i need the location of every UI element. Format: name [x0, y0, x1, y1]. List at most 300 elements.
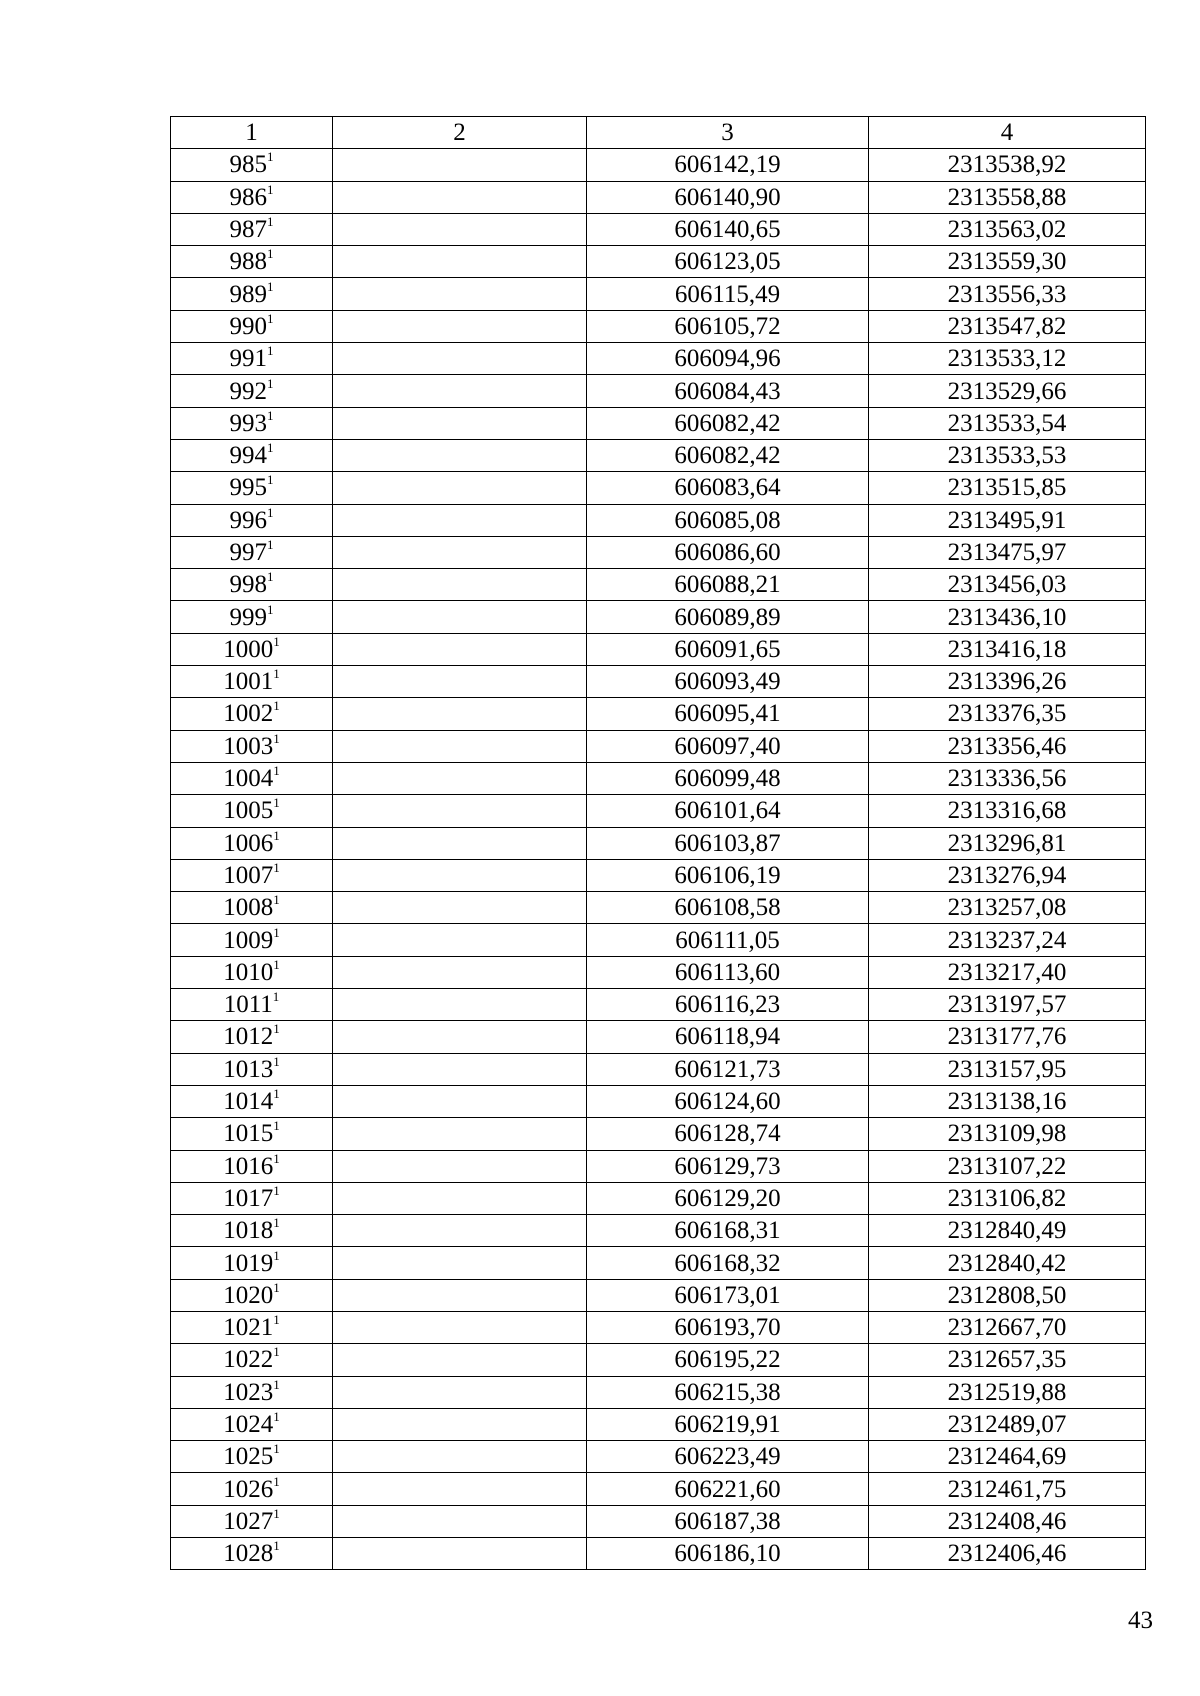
point-number-cell — [171, 1441, 333, 1473]
y-coordinate-cell: 2312408,46 — [869, 1505, 1146, 1537]
y-coordinate-cell: 2313558,88 — [869, 181, 1146, 213]
empty-cell — [333, 1538, 587, 1570]
y-coordinate-cell: 2313107,22 — [869, 1150, 1146, 1182]
point-number: 1013 — [223, 1055, 274, 1083]
point-number-cell — [171, 859, 333, 891]
y-coordinate-cell: 2312840,42 — [869, 1247, 1146, 1279]
y-coordinate-cell: 2312406,46 — [869, 1538, 1146, 1570]
point-number: 1024 — [223, 1411, 274, 1439]
point-number-cell — [171, 730, 333, 762]
table-row — [171, 1053, 1146, 1085]
column-header-4: 4 — [869, 117, 1146, 149]
x-coordinate-cell: 606128,74 — [587, 1118, 869, 1150]
y-coordinate-cell: 2313336,56 — [869, 762, 1146, 794]
point-number-cell — [171, 1118, 333, 1150]
point-number-superscript: 1 — [273, 1538, 280, 1554]
point-number-cell — [171, 827, 333, 859]
column-header-1: 1 — [171, 117, 333, 149]
y-coordinate-cell: 2313533,54 — [869, 407, 1146, 439]
table-row — [171, 1182, 1146, 1214]
point-number-superscript: 1 — [273, 827, 280, 843]
table-row — [171, 698, 1146, 730]
y-coordinate-cell: 2312461,75 — [869, 1473, 1146, 1505]
x-coordinate-cell: 606215,38 — [587, 1376, 869, 1408]
empty-cell — [333, 762, 587, 794]
x-coordinate-cell: 606088,21 — [587, 569, 869, 601]
table-row — [171, 472, 1146, 504]
empty-cell — [333, 989, 587, 1021]
x-coordinate-cell: 606129,73 — [587, 1150, 869, 1182]
x-coordinate-cell: 606111,05 — [587, 924, 869, 956]
point-number-cell — [171, 989, 333, 1021]
table-row — [171, 666, 1146, 698]
point-number-superscript: 1 — [267, 601, 274, 617]
x-coordinate-cell: 606219,91 — [587, 1408, 869, 1440]
x-coordinate-cell: 606186,10 — [587, 1538, 869, 1570]
point-number: 1028 — [223, 1540, 274, 1568]
empty-cell — [333, 375, 587, 407]
empty-cell — [333, 1441, 587, 1473]
table-row — [171, 795, 1146, 827]
point-number-superscript: 1 — [267, 504, 274, 520]
point-number-superscript: 1 — [267, 569, 274, 585]
point-number: 1025 — [223, 1443, 274, 1471]
empty-cell — [333, 859, 587, 891]
y-coordinate-cell: 2313376,35 — [869, 698, 1146, 730]
table-row — [171, 407, 1146, 439]
point-number: 995 — [229, 474, 267, 502]
point-number-cell — [171, 1344, 333, 1376]
empty-cell — [333, 892, 587, 924]
y-coordinate-cell: 2313296,81 — [869, 827, 1146, 859]
table-row — [171, 1279, 1146, 1311]
y-coordinate-cell: 2313416,18 — [869, 633, 1146, 665]
point-number-cell — [171, 343, 333, 375]
point-number-superscript: 1 — [273, 1086, 280, 1102]
point-number: 1023 — [223, 1378, 274, 1406]
y-coordinate-cell: 2312667,70 — [869, 1311, 1146, 1343]
point-number-cell — [171, 246, 333, 278]
point-number: 1015 — [223, 1120, 274, 1148]
point-number-cell — [171, 181, 333, 213]
empty-cell — [333, 698, 587, 730]
point-number-cell — [171, 569, 333, 601]
y-coordinate-cell: 2313515,85 — [869, 472, 1146, 504]
point-number-superscript: 1 — [267, 537, 274, 552]
point-number-superscript: 1 — [267, 375, 274, 391]
x-coordinate-cell: 606091,65 — [587, 633, 869, 665]
point-number-cell — [171, 1473, 333, 1505]
y-coordinate-cell: 2313237,24 — [869, 924, 1146, 956]
point-number-superscript: 1 — [273, 859, 280, 875]
x-coordinate-cell: 606223,49 — [587, 1441, 869, 1473]
empty-cell — [333, 504, 587, 536]
point-number: 1001 — [223, 668, 274, 696]
y-coordinate-cell: 2313157,95 — [869, 1053, 1146, 1085]
table-row — [171, 213, 1146, 245]
point-number-superscript: 1 — [273, 633, 280, 649]
point-number: 1010 — [223, 958, 274, 986]
table-row — [171, 601, 1146, 633]
point-number-cell — [171, 666, 333, 698]
table-row — [171, 633, 1146, 665]
empty-cell — [333, 1376, 587, 1408]
y-coordinate-cell: 2313138,16 — [869, 1085, 1146, 1117]
point-number: 1011 — [223, 991, 273, 1019]
point-number-cell — [171, 278, 333, 310]
point-number-superscript: 1 — [273, 666, 280, 682]
point-number-superscript: 1 — [273, 1247, 280, 1263]
point-number-cell — [171, 1505, 333, 1537]
table-row — [171, 892, 1146, 924]
table-row — [171, 1247, 1146, 1279]
table-row — [171, 536, 1146, 568]
point-number-superscript: 1 — [273, 730, 280, 746]
y-coordinate-cell: 2312489,07 — [869, 1408, 1146, 1440]
point-number-superscript: 1 — [273, 1312, 280, 1328]
point-number: 1007 — [223, 861, 274, 889]
point-number-superscript: 1 — [267, 472, 274, 488]
point-number: 1022 — [223, 1346, 274, 1374]
table-row — [171, 1085, 1146, 1117]
table-row — [171, 278, 1146, 310]
empty-cell — [333, 181, 587, 213]
x-coordinate-cell: 606094,96 — [587, 343, 869, 375]
point-number-superscript: 1 — [273, 1118, 280, 1134]
point-number-cell — [171, 924, 333, 956]
empty-cell — [333, 310, 587, 342]
empty-cell — [333, 1408, 587, 1440]
y-coordinate-cell: 2313356,46 — [869, 730, 1146, 762]
table-row — [171, 1021, 1146, 1053]
point-number: 1019 — [223, 1249, 274, 1277]
x-coordinate-cell: 606101,64 — [587, 795, 869, 827]
point-number-superscript: 1 — [273, 1505, 280, 1521]
x-coordinate-cell: 606103,87 — [587, 827, 869, 859]
table-row — [171, 956, 1146, 988]
point-number-superscript: 1 — [267, 181, 274, 197]
x-coordinate-cell: 606093,49 — [587, 666, 869, 698]
point-number: 1026 — [223, 1475, 274, 1503]
y-coordinate-cell: 2313559,30 — [869, 246, 1146, 278]
y-coordinate-cell: 2313529,66 — [869, 375, 1146, 407]
point-number-cell — [171, 213, 333, 245]
x-coordinate-cell: 606173,01 — [587, 1279, 869, 1311]
point-number: 1002 — [223, 700, 274, 728]
x-coordinate-cell: 606195,22 — [587, 1344, 869, 1376]
empty-cell — [333, 1311, 587, 1343]
y-coordinate-cell: 2313217,40 — [869, 956, 1146, 988]
point-number: 1014 — [223, 1088, 274, 1116]
x-coordinate-cell: 606105,72 — [587, 310, 869, 342]
point-number-cell — [171, 1021, 333, 1053]
point-number-cell — [171, 795, 333, 827]
y-coordinate-cell: 2313538,92 — [869, 149, 1146, 181]
point-number-superscript: 1 — [273, 1021, 280, 1037]
table-body — [171, 149, 1146, 1570]
point-number: 1018 — [223, 1217, 274, 1245]
y-coordinate-cell: 2313109,98 — [869, 1118, 1146, 1150]
x-coordinate-cell: 606083,64 — [587, 472, 869, 504]
point-number: 1021 — [223, 1314, 274, 1342]
x-coordinate-cell: 606115,49 — [587, 278, 869, 310]
point-number-superscript: 1 — [273, 1053, 280, 1069]
table-row — [171, 1150, 1146, 1182]
empty-cell — [333, 213, 587, 245]
x-coordinate-cell: 606084,43 — [587, 375, 869, 407]
point-number-superscript: 1 — [267, 440, 274, 456]
table-row — [171, 375, 1146, 407]
x-coordinate-cell: 606097,40 — [587, 730, 869, 762]
empty-cell — [333, 956, 587, 988]
y-coordinate-cell: 2313456,03 — [869, 569, 1146, 601]
point-number-superscript: 1 — [273, 763, 280, 779]
empty-cell — [333, 1473, 587, 1505]
point-number-cell — [171, 1215, 333, 1247]
y-coordinate-cell: 2313563,02 — [869, 213, 1146, 245]
x-coordinate-cell: 606121,73 — [587, 1053, 869, 1085]
point-number-superscript: 1 — [273, 956, 280, 972]
point-number-superscript: 1 — [267, 278, 274, 294]
empty-cell — [333, 246, 587, 278]
y-coordinate-cell: 2313533,53 — [869, 439, 1146, 471]
point-number-superscript: 1 — [273, 892, 280, 908]
x-coordinate-cell: 606140,90 — [587, 181, 869, 213]
table-header-row — [171, 117, 1146, 149]
table-row — [171, 762, 1146, 794]
empty-cell — [333, 472, 587, 504]
table-row — [171, 439, 1146, 471]
table-row — [171, 1441, 1146, 1473]
x-coordinate-cell: 606095,41 — [587, 698, 869, 730]
point-number-superscript: 1 — [273, 795, 280, 811]
table-row — [171, 343, 1146, 375]
point-number-cell — [171, 472, 333, 504]
point-number: 988 — [229, 248, 267, 276]
empty-cell — [333, 633, 587, 665]
point-number-superscript: 1 — [273, 1344, 280, 1360]
point-number-superscript: 1 — [267, 149, 274, 165]
point-number: 996 — [229, 506, 267, 534]
y-coordinate-cell: 2313547,82 — [869, 310, 1146, 342]
point-number: 1016 — [223, 1152, 274, 1180]
empty-cell — [333, 536, 587, 568]
point-number: 1006 — [223, 829, 274, 857]
point-number: 1009 — [223, 926, 274, 954]
y-coordinate-cell: 2313276,94 — [869, 859, 1146, 891]
point-number: 1004 — [223, 765, 274, 793]
column-header-2: 2 — [333, 117, 587, 149]
point-number-cell — [171, 1150, 333, 1182]
point-number: 1003 — [223, 732, 274, 760]
x-coordinate-cell: 606118,94 — [587, 1021, 869, 1053]
point-number: 999 — [229, 603, 267, 631]
x-coordinate-cell: 606193,70 — [587, 1311, 869, 1343]
point-number-cell — [171, 1085, 333, 1117]
y-coordinate-cell: 2313533,12 — [869, 343, 1146, 375]
point-number-cell — [171, 762, 333, 794]
empty-cell — [333, 827, 587, 859]
point-number-cell — [171, 149, 333, 181]
point-number-cell — [171, 375, 333, 407]
table-row — [171, 730, 1146, 762]
table-row — [171, 989, 1146, 1021]
y-coordinate-cell: 2313257,08 — [869, 892, 1146, 924]
point-number-superscript: 1 — [273, 1376, 280, 1392]
empty-cell — [333, 1247, 587, 1279]
point-number-cell — [171, 698, 333, 730]
x-coordinate-cell: 606086,60 — [587, 536, 869, 568]
point-number-cell — [171, 1182, 333, 1214]
point-number: 992 — [229, 377, 267, 405]
x-coordinate-cell: 606168,31 — [587, 1215, 869, 1247]
empty-cell — [333, 343, 587, 375]
point-number: 1005 — [223, 797, 274, 825]
empty-cell — [333, 439, 587, 471]
y-coordinate-cell: 2313495,91 — [869, 504, 1146, 536]
y-coordinate-cell: 2313556,33 — [869, 278, 1146, 310]
table-row — [171, 1344, 1146, 1376]
empty-cell — [333, 1053, 587, 1085]
point-number: 1012 — [223, 1023, 274, 1051]
table-row — [171, 569, 1146, 601]
point-number-superscript: 1 — [267, 214, 274, 230]
empty-cell — [333, 149, 587, 181]
point-number-superscript: 1 — [273, 1150, 280, 1166]
point-number: 1000 — [223, 635, 274, 663]
coordinates-table — [170, 116, 1146, 1570]
y-coordinate-cell: 2312464,69 — [869, 1441, 1146, 1473]
table-row — [171, 1376, 1146, 1408]
empty-cell — [333, 407, 587, 439]
empty-cell — [333, 924, 587, 956]
table-row — [171, 1408, 1146, 1440]
point-number-cell — [171, 407, 333, 439]
empty-cell — [333, 278, 587, 310]
y-coordinate-cell: 2313177,76 — [869, 1021, 1146, 1053]
point-number-cell — [171, 310, 333, 342]
point-number-superscript: 1 — [273, 698, 280, 714]
empty-cell — [333, 1118, 587, 1150]
x-coordinate-cell: 606124,60 — [587, 1085, 869, 1117]
point-number-cell — [171, 536, 333, 568]
empty-cell — [333, 1182, 587, 1214]
table-row — [171, 181, 1146, 213]
point-number-cell — [171, 892, 333, 924]
table-row — [171, 859, 1146, 891]
table-row — [171, 504, 1146, 536]
point-number-cell — [171, 1247, 333, 1279]
x-coordinate-cell: 606099,48 — [587, 762, 869, 794]
x-coordinate-cell: 606129,20 — [587, 1182, 869, 1214]
point-number: 989 — [229, 280, 267, 308]
point-number-superscript: 1 — [267, 246, 274, 262]
x-coordinate-cell: 606113,60 — [587, 956, 869, 988]
point-number: 991 — [229, 345, 267, 373]
x-coordinate-cell: 606106,19 — [587, 859, 869, 891]
x-coordinate-cell: 606123,05 — [587, 246, 869, 278]
point-number-cell — [171, 1279, 333, 1311]
x-coordinate-cell: 606168,32 — [587, 1247, 869, 1279]
point-number: 1008 — [223, 894, 274, 922]
table-row — [171, 246, 1146, 278]
point-number: 1017 — [223, 1184, 274, 1212]
point-number-cell — [171, 956, 333, 988]
point-number-superscript: 1 — [273, 1182, 280, 1198]
empty-cell — [333, 1215, 587, 1247]
table-row — [171, 827, 1146, 859]
x-coordinate-cell: 606142,19 — [587, 149, 869, 181]
empty-cell — [333, 666, 587, 698]
point-number-cell — [171, 1311, 333, 1343]
point-number: 990 — [229, 312, 267, 340]
empty-cell — [333, 1279, 587, 1311]
y-coordinate-cell: 2313106,82 — [869, 1182, 1146, 1214]
x-coordinate-cell: 606116,23 — [587, 989, 869, 1021]
point-number: 994 — [229, 442, 267, 470]
point-number-superscript: 1 — [273, 924, 280, 940]
y-coordinate-cell: 2312808,50 — [869, 1279, 1146, 1311]
point-number-superscript: 1 — [267, 310, 274, 326]
table-row — [171, 1505, 1146, 1537]
point-number-superscript: 1 — [267, 407, 274, 423]
point-number-cell — [171, 439, 333, 471]
empty-cell — [333, 795, 587, 827]
empty-cell — [333, 1505, 587, 1537]
point-number-superscript: 1 — [272, 989, 280, 1005]
y-coordinate-cell: 2312657,35 — [869, 1344, 1146, 1376]
empty-cell — [333, 569, 587, 601]
point-number-cell — [171, 1538, 333, 1570]
point-number-cell — [171, 504, 333, 536]
y-coordinate-cell: 2313396,26 — [869, 666, 1146, 698]
point-number: 1020 — [223, 1281, 274, 1309]
table-row — [171, 1118, 1146, 1150]
point-number-cell — [171, 1408, 333, 1440]
table-row — [171, 924, 1146, 956]
x-coordinate-cell: 606140,65 — [587, 213, 869, 245]
point-number-cell — [171, 1053, 333, 1085]
y-coordinate-cell: 2313316,68 — [869, 795, 1146, 827]
point-number: 1027 — [223, 1507, 274, 1535]
empty-cell — [333, 601, 587, 633]
empty-cell — [333, 1085, 587, 1117]
point-number: 998 — [229, 571, 267, 599]
empty-cell — [333, 1150, 587, 1182]
table-row — [171, 1538, 1146, 1570]
point-number: 993 — [229, 409, 267, 437]
x-coordinate-cell: 606082,42 — [587, 407, 869, 439]
y-coordinate-cell: 2313436,10 — [869, 601, 1146, 633]
y-coordinate-cell: 2312519,88 — [869, 1376, 1146, 1408]
y-coordinate-cell: 2312840,49 — [869, 1215, 1146, 1247]
empty-cell — [333, 1344, 587, 1376]
column-header-3: 3 — [587, 117, 869, 149]
empty-cell — [333, 1021, 587, 1053]
y-coordinate-cell: 2313197,57 — [869, 989, 1146, 1021]
point-number-cell — [171, 633, 333, 665]
point-number: 986 — [229, 183, 267, 211]
x-coordinate-cell: 606082,42 — [587, 439, 869, 471]
table-row — [171, 1215, 1146, 1247]
point-number: 985 — [229, 151, 267, 179]
empty-cell — [333, 730, 587, 762]
x-coordinate-cell: 606187,38 — [587, 1505, 869, 1537]
point-number-superscript: 1 — [273, 1441, 280, 1457]
point-number-superscript: 1 — [273, 1473, 280, 1489]
point-number-superscript: 1 — [273, 1409, 280, 1425]
x-coordinate-cell: 606221,60 — [587, 1473, 869, 1505]
